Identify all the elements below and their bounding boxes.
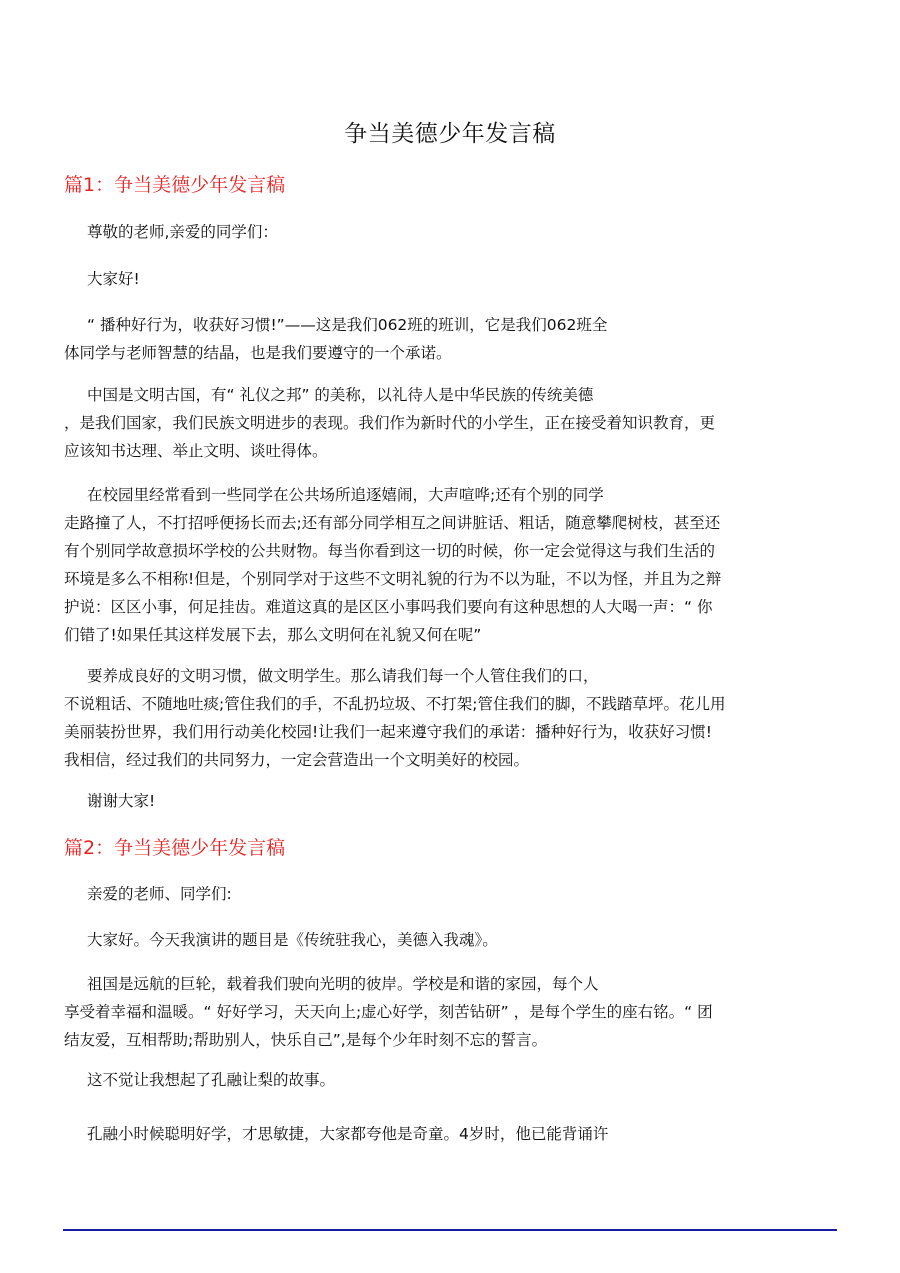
- text-line: 美丽装扮世界，我们用行动美化校园!让我们一起来遵守我们的承诺：播种好行为，收获好习惯!: [64, 723, 712, 741]
- paragraph-kong-rong-story: [64, 1120, 840, 1148]
- text-line: 在校园里经常看到一些同学在公共场所追逐嬉闹，大声喧哗;还有个别的同学: [87, 486, 604, 504]
- text-line: 享受着幸福和温暖。“ 好好学习，天天向上;虚心好学，刻苦钻研” ，是每个学生的座右铭。“ 团: [64, 1003, 713, 1021]
- document-title: 争当美德少年发言稿: [344, 121, 556, 147]
- text-line: 环境是多么不相称!但是，个别同学对于这些不文明礼貌的行为不以为耻，不以为怪，并且为之辩: [64, 570, 722, 588]
- section-heading-2: 篇2：争当美德少年发言稿: [64, 837, 286, 859]
- footer-divider: [63, 1229, 837, 1231]
- paragraph-campus-behavior: [64, 481, 840, 649]
- section-heading-1: 篇1：争当美德少年发言稿: [64, 174, 286, 196]
- paragraph-salutation: [64, 218, 840, 246]
- text-line: 有个别同学故意损坏学校的公共财物。每当你看到这一切的时候，你一定会觉得这与我们生活的: [64, 542, 716, 560]
- text-line: 我相信，经过我们的共同努力，一定会营造出一个文明美好的校园。: [64, 751, 530, 769]
- paragraph-motherland: [64, 970, 840, 1054]
- text-line: 尊敬的老师,亲爱的同学们：: [87, 223, 278, 241]
- text-line: “ 播种好行为，收获好习惯!”——这是我们062班的班训，它是我们062班全: [87, 316, 608, 334]
- text-line: 要养成良好的文明习惯，做文明学生。那么请我们每一个人管住我们的口，: [87, 667, 599, 685]
- paragraph-civilization: [64, 381, 840, 465]
- paragraph-thanks: [64, 787, 840, 815]
- text-line: 大家好!: [87, 270, 140, 288]
- text-line: 谢谢大家!: [87, 792, 156, 810]
- text-line: 中国是文明古国，有“ 礼仪之邦” 的美称，以礼待人是中华民族的传统美德: [87, 386, 594, 404]
- text-line: 大家好。今天我演讲的题目是《传统驻我心，美德入我魂》。: [87, 931, 498, 949]
- text-line: 这不觉让我想起了孔融让梨的故事。: [87, 1071, 336, 1089]
- text-line: 不说粗话、不随地吐痰;管住我们的手，不乱扔垃圾、不打架;管住我们的脚，不践踏草坪。花儿用: [64, 695, 726, 713]
- text-line: 结友爱，互相帮助;帮助别人，快乐自己”,是每个少年时刻不忘的誓言。: [64, 1031, 548, 1049]
- text-line: 应该知书达理、举止文明、谈吐得体。: [64, 442, 328, 460]
- text-line: 祖国是远航的巨轮，载着我们驶向光明的彼岸。学校是和谐的家园，每个人: [87, 975, 599, 993]
- paragraph-speech-topic: [64, 926, 840, 954]
- text-line: ，是我们国家，我们民族文明进步的表现。我们作为新时代的小学生，正在接受着知识教育，更: [64, 414, 716, 432]
- paragraph-good-habits: [64, 662, 840, 774]
- paragraph-kong-rong-intro: [64, 1066, 840, 1094]
- text-line: 们错了!如果任其这样发展下去，那么文明何在礼貌又何在呢”: [64, 626, 482, 644]
- paragraph-class-motto: [64, 311, 840, 367]
- text-line: 亲爱的老师、同学们:: [87, 885, 232, 903]
- paragraph-greeting: [64, 265, 840, 293]
- text-line: 体同学与老师智慧的结晶，也是我们要遵守的一个承诺。: [64, 344, 452, 362]
- text-line: 孔融小时候聪明好学，才思敏捷，大家都夸他是奇童。4岁时，他已能背诵许: [87, 1125, 609, 1143]
- text-line: 护说：区区小事，何足挂齿。难道这真的是区区小事吗我们要向有这种思想的人大喝一声：“ 你: [64, 598, 713, 616]
- paragraph-salutation: [64, 880, 840, 908]
- text-line: 走路撞了人，不打招呼便扬长而去;还有部分同学相互之间讲脏话、粗话，随意攀爬树枝，甚至还: [64, 514, 721, 532]
